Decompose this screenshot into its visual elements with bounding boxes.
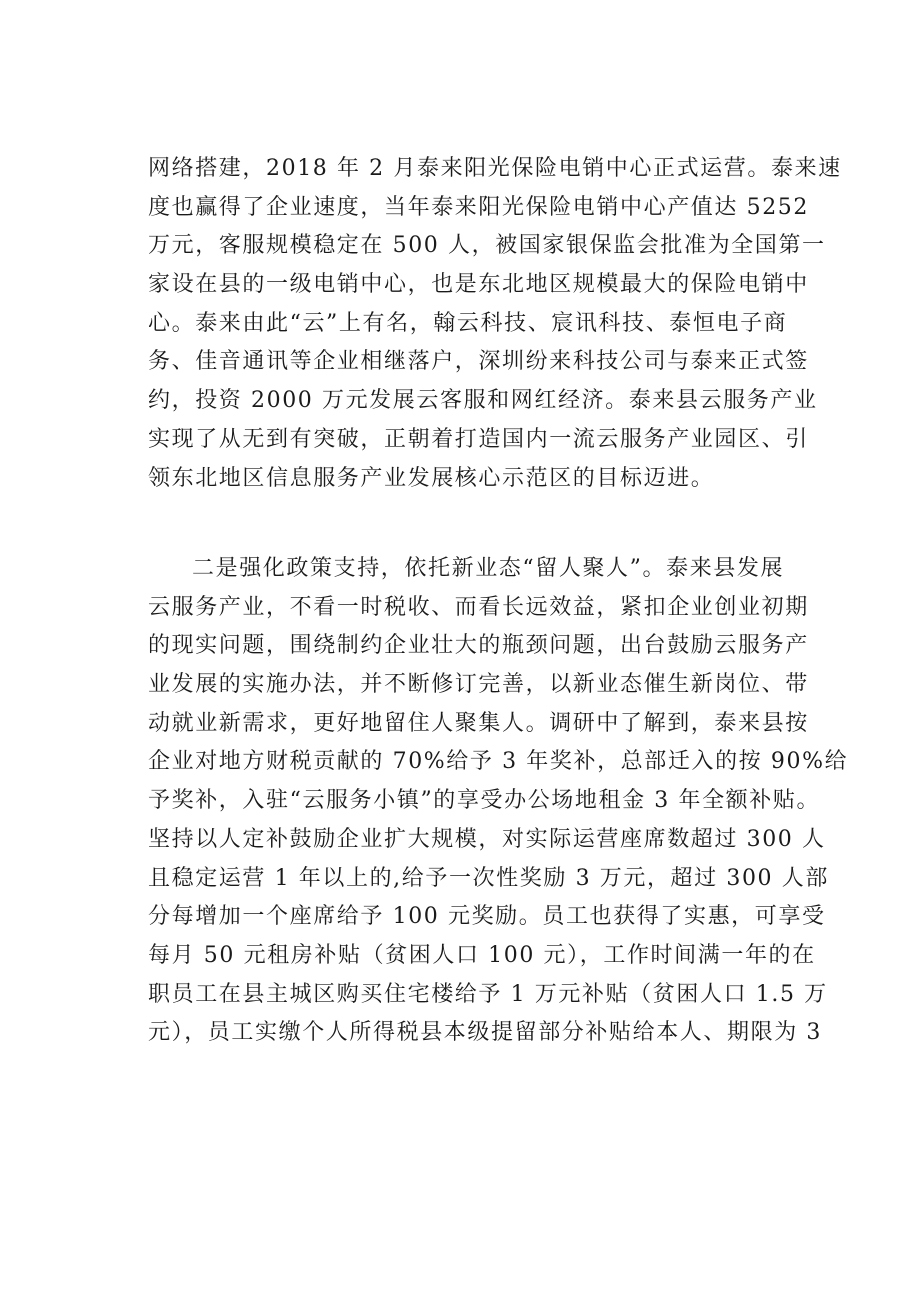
text-line: 每月 50 元租房补贴（贫困人口 100 元），工作时间满一年的在 (148, 942, 816, 968)
text-line: 万元，客服规模稳定在 500 人，被国家银保监会批准为全国第一 (148, 233, 826, 259)
text-line: 元），员工实缴个人所得税县本级提留部分补贴给本人、期限为 3 (148, 1020, 822, 1046)
text-line: 领东北地区信息服务产业发展核心示范区的目标迈进。 (148, 465, 715, 491)
text-line: 坚持以人定补鼓励企业扩大规模，对实际运营座席数超过 300 人 (148, 826, 826, 852)
text-line: 且稳定运营 1 年以上的,给予一次性奖励 3 万元，超过 300 人部 (148, 865, 829, 891)
text-line: 云服务产业，不看一时税收、而看长远效益，紧扣企业创业初期 (148, 594, 809, 620)
text-line: 分每增加一个座席给予 100 元奖励。员工也获得了实惠，可享受 (148, 904, 826, 930)
text-line: 业发展的实施办法，并不断修订完善，以新业态催生新岗位、带 (148, 672, 809, 698)
text-line: 动就业新需求，更好地留住人聚集人。调研中了解到，泰来县按 (148, 710, 809, 736)
paragraph-continued (148, 150, 842, 498)
text-line: 的现实问题，围绕制约企业壮大的瓶颈问题，出台鼓励云服务产 (148, 633, 809, 659)
text-line: 心。泰来由此“云”上有名，翰云科技、宸讯科技、泰恒电子商 (148, 310, 788, 336)
text-line: 职员工在县主城区购买住宅楼给予 1 万元补贴（贫困人口 1.5 万 (148, 981, 828, 1007)
text-line: 家设在县的一级电销中心，也是东北地区规模最大的保险电销中 (148, 272, 809, 298)
text-line: 予奖补，入驻“云服务小镇”的享受办公场地租金 3 年全额补贴。 (148, 788, 821, 814)
text-line-first: 二是强化政策支持，依托新业态“留人聚人”。泰来县发展 (192, 556, 785, 581)
text-line: 约，投资 2000 万元发展云客服和网红经济。泰来县云服务产业 (148, 388, 818, 414)
text-line: 务、佳音通讯等企业相继落户，深圳纷来科技公司与泰来正式签 (148, 349, 809, 375)
text-line: 网络搭建，2018 年 2 月泰来阳光保险电销中心正式运营。泰来速 (148, 156, 842, 181)
paragraph-policy-support (148, 550, 849, 1053)
text-line: 度也赢得了企业速度，当年泰来阳光保险电销中心产值达 5252 (148, 194, 809, 220)
text-line: 企业对地方财税贡献的 70%给予 3 年奖补，总部迁入的按 90%给 (148, 749, 849, 775)
text-line: 实现了从无到有突破，正朝着打造国内一流云服务产业园区、引 (148, 426, 809, 452)
